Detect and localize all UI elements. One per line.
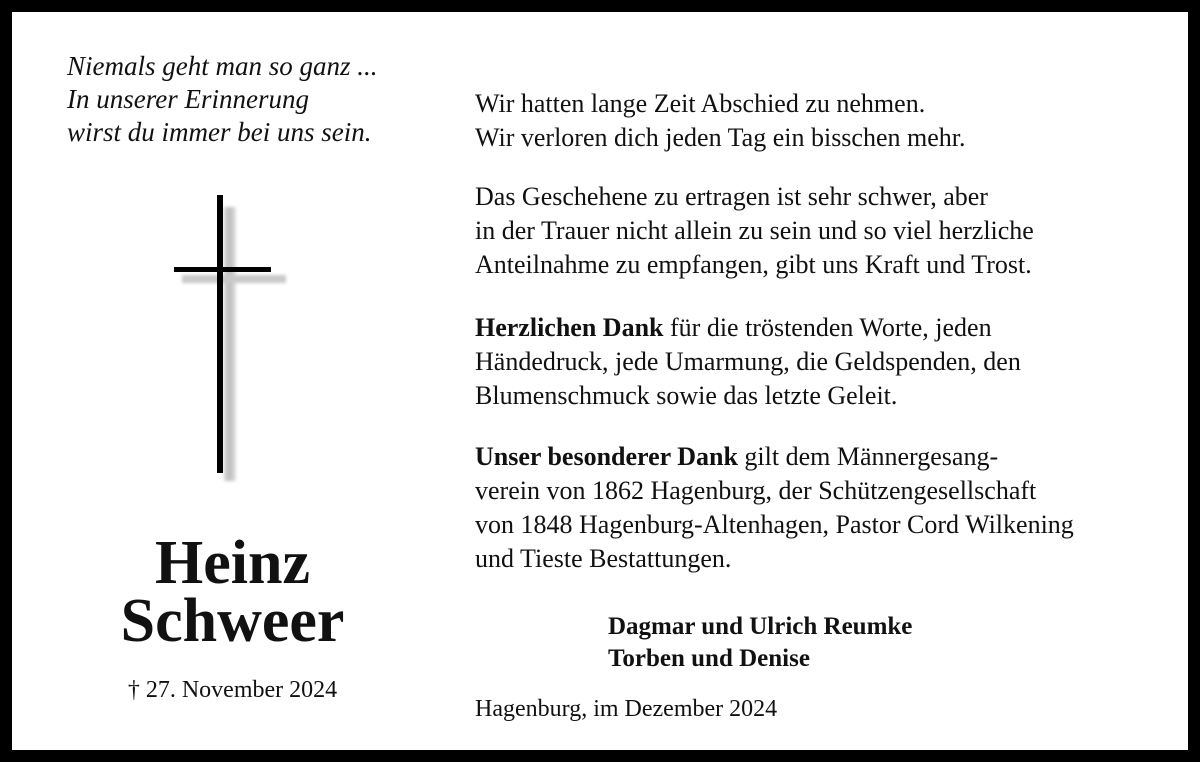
text-line: Wir hatten lange Zeit Abschied zu nehmen. (475, 89, 926, 118)
text-line (475, 440, 1074, 474)
text-line: von 1848 Hagenburg-Altenhagen, Pastor Cord Wilkening (475, 510, 1074, 539)
thanks-heading: Herzlichen Dank (475, 313, 664, 342)
motto-line: wirst du immer bei uns sein. (67, 117, 372, 147)
text-line: und Tieste Bestattungen. (475, 544, 732, 573)
death-date: † 27. November 2024 (127, 677, 338, 703)
text-line: in der Trauer nicht allein zu sein und so viel herzliche (475, 216, 1034, 245)
text-line: verein von 1862 Hagenburg, der Schützengesellschaft (475, 476, 1037, 505)
text-line: Das Geschehene zu ertragen ist sehr schwer, aber (475, 182, 988, 211)
text-line: Blumenschmuck sowie das letzte Geleit. (475, 381, 898, 410)
motto-line: Niemals geht man so ganz ... (67, 51, 378, 81)
cross-shadow-vertical (224, 207, 236, 481)
cross-horizontal-bar (174, 267, 271, 272)
paragraph-special-thanks (475, 440, 1074, 576)
signers (608, 611, 912, 675)
text-line: Händedruck, jede Umarmung, die Geldspenden, den (475, 347, 1021, 376)
deceased-first-name: Heinz (155, 529, 310, 597)
motto-quote (67, 50, 378, 149)
text-line: Wir verloren dich jeden Tag ein bisschen mehr. (475, 123, 966, 152)
paragraph-sympathy (475, 180, 1034, 282)
paragraph-farewell (475, 87, 966, 155)
text-line: Anteilnahme zu empfangen, gibt uns Kraft und Trost. (475, 250, 1032, 279)
cross-vertical-bar (217, 195, 223, 473)
deceased-last-name: Schweer (120, 587, 345, 655)
motto-line: In unserer Erinnerung (67, 84, 309, 114)
cross-icon (172, 195, 288, 487)
text-fragment: für die tröstenden Worte, jeden (663, 313, 992, 342)
place-date: Hagenburg, im Dezember 2024 (475, 696, 778, 722)
signer-name: Torben und Denise (608, 645, 810, 672)
text-fragment: gilt dem Männergesang- (737, 442, 999, 471)
text-line (475, 311, 1021, 345)
special-thanks-heading: Unser besonderer Dank (475, 442, 738, 471)
signer-name: Dagmar und Ulrich Reumke (608, 613, 913, 640)
cross-shadow-horizontal (182, 275, 286, 283)
paragraph-thanks (475, 311, 1021, 413)
